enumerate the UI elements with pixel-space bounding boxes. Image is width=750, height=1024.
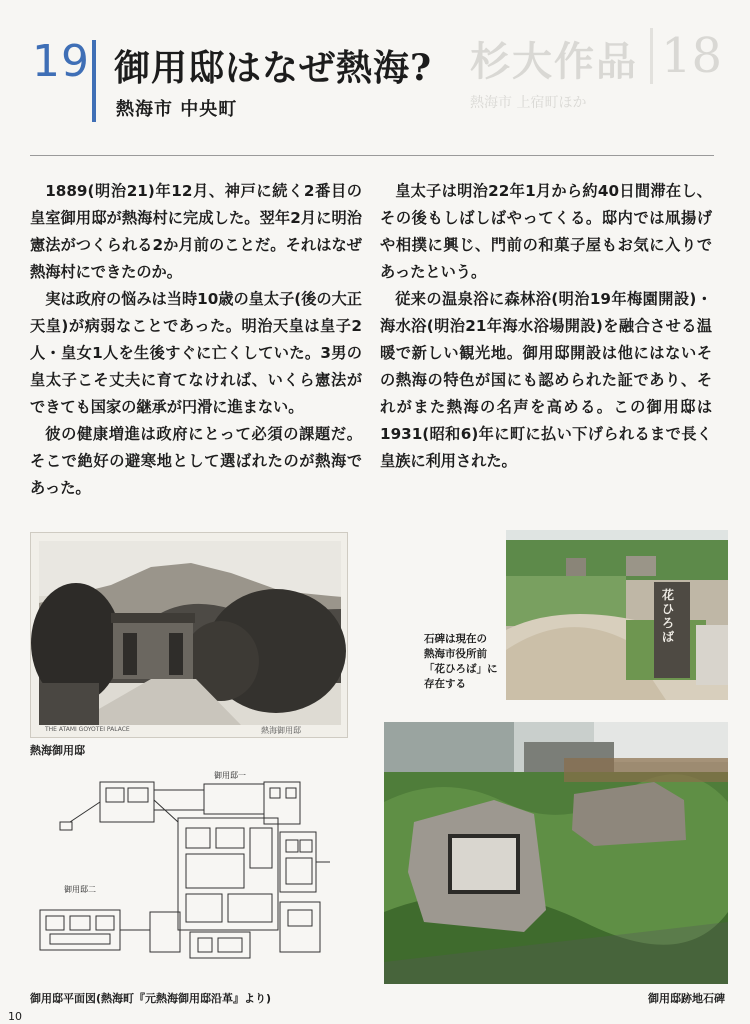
paragraph: 皇太子は明治22年1月から約40日間滞在し、その後もしばしばやってくる。邸内では凧揚げや相撲に興じ、門前の和菓子屋もお気に入りであったという。 [380, 182, 713, 281]
page-number: 10 [8, 1010, 22, 1023]
location-subtitle: 熱海市 中央町 [116, 99, 238, 120]
title-accent-bar [92, 40, 96, 122]
chapter-number: 19 [32, 36, 90, 87]
ghost-next-subtitle: 熱海市 上宿町ほか [470, 95, 587, 111]
postcard-photo [30, 532, 348, 738]
paragraph: 従来の温泉浴に森林浴(明治19年梅園開設)・海水浴(明治21年海水浴場開設)を融合させる温暖で新しい観光地。御用邸開設は他にはないその熱海の特色が国にも認められた証であり、それがまた熱海の名声を高める。この御用邸は1931(昭和6)年に町に払い下げられるまで長く皇族に利用された。 [380, 290, 712, 470]
ghost-next-title: 杉大作品 [470, 38, 638, 85]
floor-plan [30, 762, 350, 984]
paragraph: 実は政府の悩みは当時10歳の皇太子(後の大正天皇)が病弱なことであった。明治天皇は皇子2人・皇女1人を生後すぐに亡くしていた。3男の皇太子こそ丈夫に育てなければ、いくら憲法ができても国家の継承が円滑に進まない。 [30, 290, 362, 416]
stone-small-caption: 石碑は現在の 熱海市役所前 「花ひろば」に 存在する [424, 632, 504, 692]
floor-plan-drawing [30, 762, 350, 984]
body-column-left [30, 178, 362, 502]
ghost-next-number: 18 [650, 28, 722, 84]
plan-label-top: 御用邸一 [214, 771, 246, 780]
stone-photo-small-illustration [506, 530, 728, 700]
plan-caption: 御用邸平面図(熱海町『元熱海御用邸沿革』より) [30, 992, 272, 1005]
plan-label-left: 御用邸二 [64, 885, 96, 894]
paragraph: 1889(明治21)年12月、神戸に続く2番目の皇室御用邸が熱海村に完成した。翌年2月に明治憲法がつくられる2か月前のことだ。それはなぜ熱海村にできたのか。 [30, 182, 362, 281]
stone-sign: 花ひろば [662, 588, 675, 644]
postcard-caption-jp: 熱海御用邸 [261, 726, 301, 735]
paragraph: 彼の健康増進は政府にとって必須の課題だ。そこで絶好の避寒地として選ばれたのが熱海であった。 [30, 425, 362, 497]
stone-large-caption: 御用邸跡地石碑 [648, 992, 725, 1005]
stone-photo-large-illustration [384, 722, 728, 984]
header-divider [30, 155, 714, 156]
postcard-label: 熱海御用邸 [30, 744, 85, 757]
stone-photo-large [384, 722, 728, 984]
page-title: 御用邸はなぜ熱海? [114, 47, 433, 89]
palace-postcard-illustration [31, 533, 348, 738]
postcard-caption-en: THE ATAMI GOYOTEI PALACE [45, 726, 130, 733]
body-column-right [380, 178, 712, 475]
stone-photo-small [506, 530, 728, 700]
